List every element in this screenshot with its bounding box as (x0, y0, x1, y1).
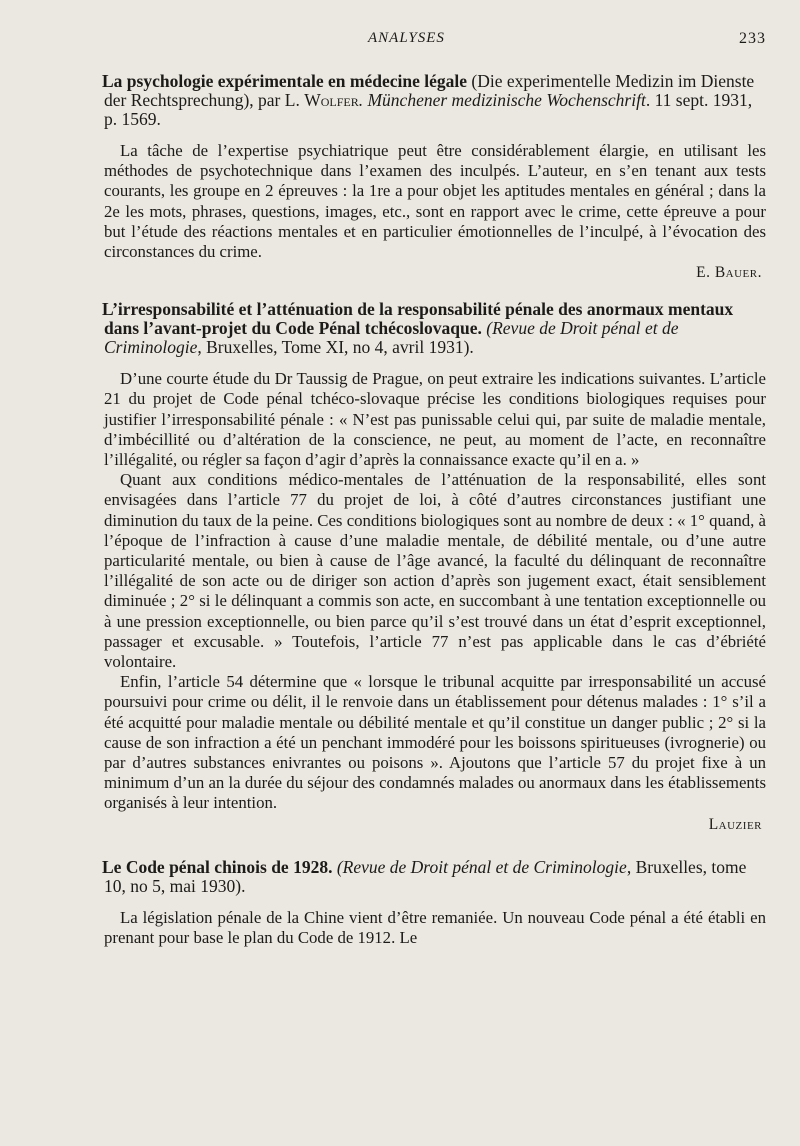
entry-signature: E. Bauer. (696, 264, 762, 282)
entry-source-details: , Bruxelles, tome 10, no 5, mai 1930). (104, 856, 747, 896)
entry-source-details: . 11 sept. 1931, p. 1569. (104, 90, 753, 129)
entry-title-subtitle: (Die experimentelle Medizin im Dienste der Rechtsprechung), par L. (104, 71, 755, 110)
review-entry-2 (104, 300, 766, 833)
entry-paragraph: Enfin, l’article 54 détermine que « lorsque le tribunal acquitte par irresponsabilité un accusé poursuivi pour crime ou délit, il le renvoie dans un établissement pour détenus malades : 1° s’il a été acquitté pour maladie mentale ou débilité mentale et qu’il constitue un danger public ; 2° si la cause de son infraction a été un penchant immodéré pour les boissons spiritueuses (ivrognerie) ou par d’autres substances enivrantes ou poisons ». Ajoutons que l’article 57 du projet fixe à un minimum d’un an la durée du séjour des condamnés malades ou anormaux dans les établissements organisés à leur intention. (104, 672, 766, 813)
entry-source: (Revue de Droit pénal et de Criminologie (332, 856, 627, 877)
entry-paragraph: D’une courte étude du Dr Taussig de Prague, on peut extraire les indications suivantes. L’article 21 du projet de Code pénal tchéco-slovaque précise les conditions biologiques requises pour justifier l’irresponsabilité pénale : « N’est pas punissable celui qui, par suite de maladie mentale, d’imbécillité ou d’altération de la conscience, ne peut, au moment de l’acte, en reconnaître l’illégalité, ou régler sa façon d’agir d’après la connaissance exacte qu’il en a. » (104, 369, 766, 470)
review-entry-1 (104, 72, 766, 282)
entry-title-main: La psychologie expérimentale en médecine légale (102, 71, 467, 91)
entry-title-main: L’irresponsabilité et l’atténuation de la responsabilité pénale des anormaux mentaux dans l’avant-projet du Code Pénal tchécoslovaque. (102, 299, 734, 339)
entry-paragraph: La législation pénale de la Chine vient d’être remaniée. Un nouveau Code pénal a été établi en prenant pour base le plan du Code de 1912. Le (104, 907, 766, 947)
entry-title (104, 858, 766, 896)
review-entry-3 (104, 858, 766, 948)
entry-title (104, 72, 766, 129)
entry-title (104, 300, 766, 357)
page-number: 233 (739, 30, 766, 47)
entry-author: Wolfer (304, 90, 359, 110)
running-header (104, 30, 766, 52)
entry-source: . Münchener medizinische Wochenschrift (358, 90, 646, 110)
entry-paragraph: La tâche de l’expertise psychiatrique peut être considérablement élargie, en utilisant les méthodes de psychotechnique dans l’examen des inculpés. L’auteur, en s’en tenant aux tests courants, les groupe en 2 épreuves : la 1re a pour objet les aptitudes mentales en général ; dans la 2e les mots, phrases, questions, images, etc., sont en rapport avec le crime, cette épreuve a pour but l’étude des réactions mentales et en particulier émotionnelles de l’inculpé, à l’évocation des circonstances du crime. (104, 141, 766, 262)
entry-source-details: , Bruxelles, Tome XI, no 4, avril 1931). (197, 337, 474, 358)
entry-title-main: Le Code pénal chinois de 1928. (102, 856, 333, 877)
running-title: ANALYSES (368, 30, 445, 46)
entry-source: (Revue de Droit pénal et de Criminologie (104, 318, 679, 358)
entry-signature: Lauzier (708, 815, 762, 833)
entry-paragraph: Quant aux conditions médico-mentales de l’atténuation de la responsabilité, elles sont envisagées dans l’article 77 du projet de loi, à côté d’autres circonstances justifiant une diminution du taux de la peine. Ces conditions biologiques sont au nombre de deux : « 1° quand, à l’époque de l’infraction à cause d’une maladie mentale, de débilité mentale, ou d’une autre particularité mentale, ou bien à cause de l’âge avancé, la faculté du délinquant de reconnaître l’illégalité de son acte ou de diriger son action d’après son jugement exact, était sensiblement diminuée ; 2° si le délinquant a commis son acte, en succombant à une tentation exceptionnelle ou à une pression exceptionnelle, ou bien parce qu’il s’est trouvé dans un état d’esprit exceptionnel, passager et excusable. » Toutefois, l’article 77 n’est pas applicable dans le cas d’ébriété volontaire. (104, 470, 766, 672)
